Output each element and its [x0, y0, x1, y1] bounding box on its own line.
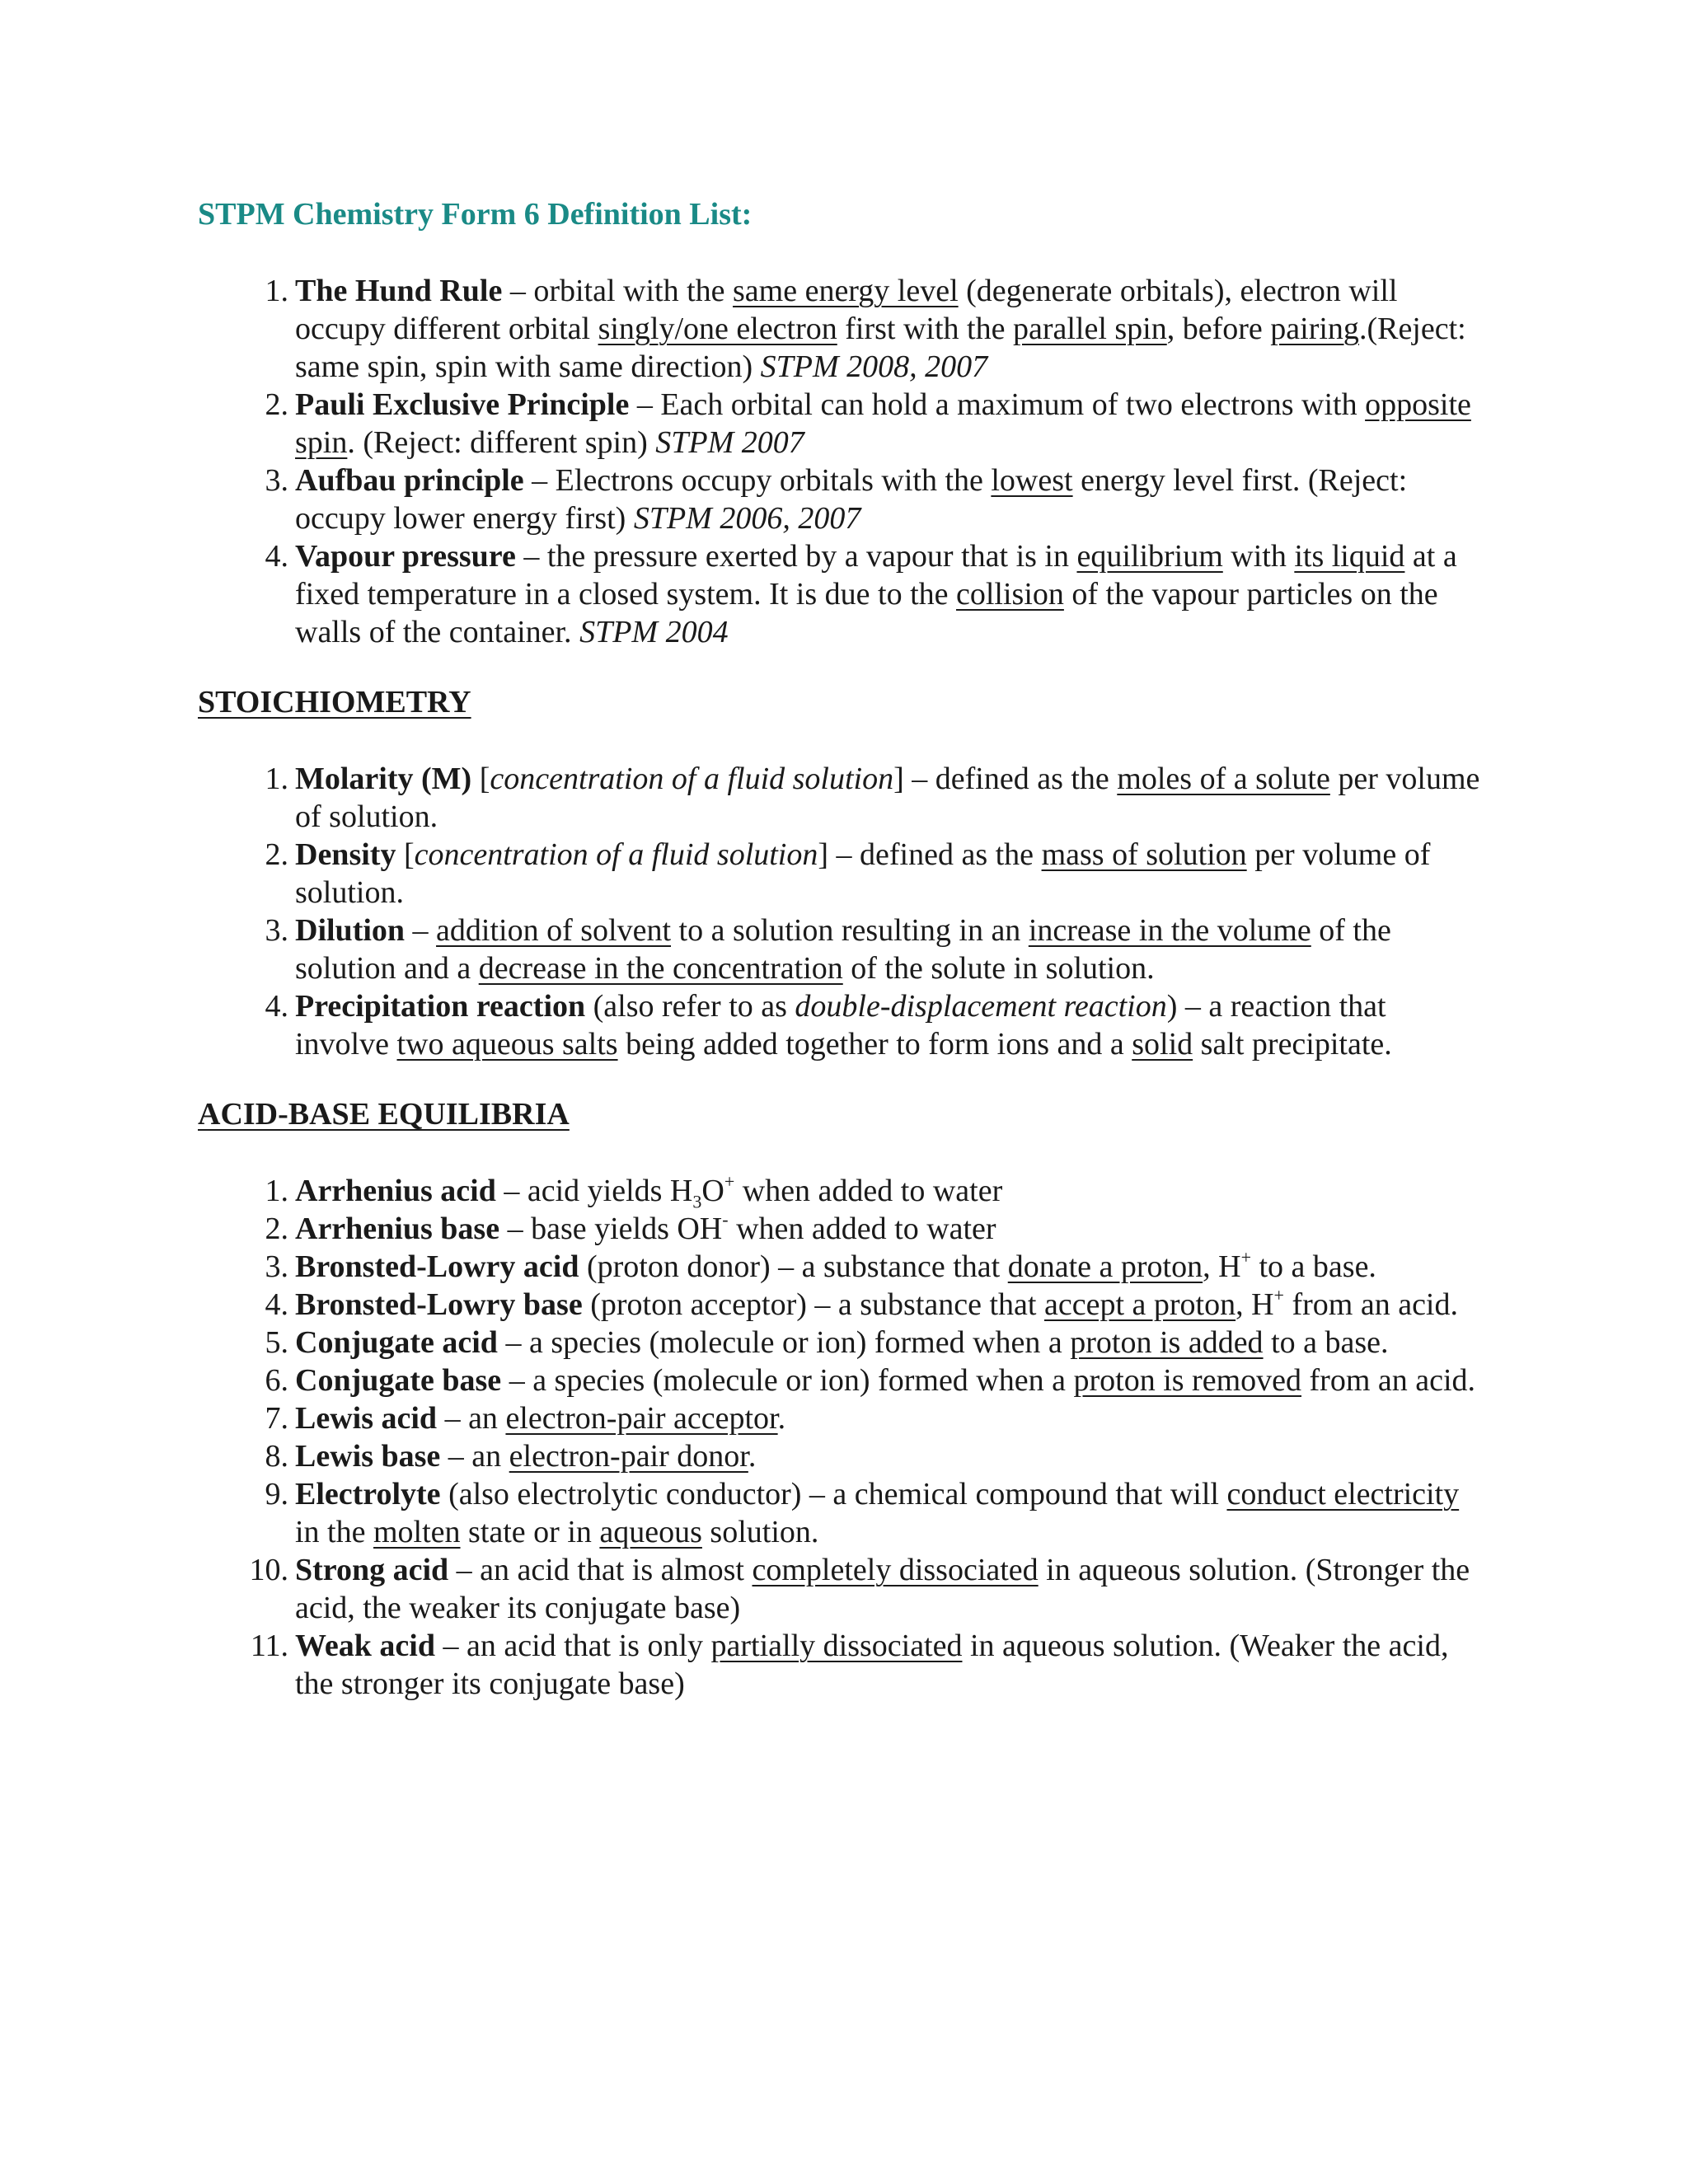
list-item: 5. Conjugate acid – a species (molecule or ion) formed when a proton is added to a base. — [198, 1324, 1484, 1361]
list-item: 2. Arrhenius base – base yields OH- when added to water — [198, 1210, 1484, 1248]
list-item: 11. Weak acid – an acid that is only partially dissociated in aqueous solution. (Weaker the acid, the stronger its conjugate base) — [198, 1627, 1484, 1703]
term: Arrhenius base — [295, 1212, 500, 1246]
term: Lewis base — [295, 1439, 441, 1474]
list-item: 3. Aufbau principle – Electrons occupy orbitals with the lowest energy level first. (Reject: occupy lower energy first) STPM 2006, 2007 — [198, 462, 1484, 537]
list-item: 7. Lewis acid – an electron-pair acceptor. — [198, 1399, 1484, 1437]
list-item: 8. Lewis base – an electron-pair donor. — [198, 1437, 1484, 1475]
term: Bronsted-Lowry acid — [295, 1249, 579, 1284]
item-number: 3. — [265, 463, 288, 498]
item-number: 1. — [265, 762, 288, 796]
term: Density — [295, 837, 396, 872]
list-item: 3. Dilution – addition of solvent to a solution resulting in an increase in the volume of the solution and a decrease in the concentration of the solute in solution. — [198, 912, 1484, 987]
item-number: 6. — [265, 1363, 288, 1398]
list-item: 6. Conjugate base – a species (molecule or ion) formed when a proton is removed from an acid. — [198, 1361, 1484, 1399]
term: Conjugate acid — [295, 1325, 498, 1360]
item-number: 11. — [250, 1629, 288, 1663]
list-item: 4. Precipitation reaction (also refer to as double-displacement reaction) – a reaction that involve two aqueous salts being added together to form ions and a solid salt precipitate. — [198, 987, 1484, 1063]
term: The Hund Rule — [295, 274, 503, 308]
item-number: 2. — [265, 387, 288, 422]
item-number: 2. — [265, 837, 288, 872]
item-number: 4. — [265, 539, 288, 574]
stoichiometry-definition-list — [198, 760, 1484, 1063]
list-item: 1. Arrhenius acid – acid yields $H_3O^+$ when added to water — [198, 1172, 1484, 1210]
item-number: 1. — [265, 1174, 288, 1208]
term: Lewis acid — [295, 1401, 438, 1436]
term: Precipitation reaction — [295, 989, 586, 1024]
term: Pauli Exclusive Principle — [295, 387, 630, 422]
list-item: 2. Density [concentration of a fluid solution] – defined as the mass of solution per volume of solution. — [198, 836, 1484, 912]
term: Aufbau principle — [295, 463, 524, 498]
term: Weak acid — [295, 1629, 435, 1663]
item-number: 10. — [249, 1553, 288, 1587]
list-item: 4. Bronsted-Lowry base (proton acceptor) – a substance that accept a proton, H+ from an acid. — [198, 1286, 1484, 1324]
list-item: 9. Electrolyte (also electrolytic conductor) – a chemical compound that will conduct electricity in the molten state or in aqueous solution. — [198, 1475, 1484, 1551]
exam-reference: STPM 2008, 2007 — [760, 349, 988, 384]
list-item: 1. Molarity (M) [concentration of a fluid solution] – defined as the moles of a solute per volume of solution. — [198, 760, 1484, 836]
item-number: 1. — [265, 274, 288, 308]
intro-definition-list — [198, 272, 1484, 651]
section-heading-stoichiometry: STOICHIOMETRY — [198, 685, 471, 719]
term: Bronsted-Lowry base — [295, 1287, 583, 1322]
term: Vapour pressure — [295, 539, 516, 574]
item-number: 9. — [265, 1477, 288, 1511]
term: Strong acid — [295, 1553, 449, 1587]
exam-reference: STPM 2004 — [579, 615, 729, 649]
list-item: 1. The Hund Rule – orbital with the same energy level (degenerate orbitals), electron will occupy different orbital singly/one electron first with the parallel spin, before pairing.(Reject: same spin, spin with same direction) STPM 2008, 2007 — [198, 272, 1484, 386]
exam-reference: STPM 2007 — [655, 425, 804, 460]
term: Dilution — [295, 913, 406, 948]
exam-reference: STPM 2006, 2007 — [633, 501, 861, 536]
acid-base-definition-list — [198, 1172, 1484, 1703]
document-title: STPM Chemistry Form 6 Definition List: — [198, 197, 753, 232]
list-item: 2. Pauli Exclusive Principle – Each orbital can hold a maximum of two electrons with opposite spin. (Reject: different spin) STPM 2007 — [198, 386, 1484, 462]
list-item: 10. Strong acid – an acid that is almost completely dissociated in aqueous solution. (Stronger the acid, the weaker its conjugate base) — [198, 1551, 1484, 1627]
item-number: 4. — [265, 989, 288, 1024]
item-number: 7. — [265, 1401, 288, 1436]
list-item: 4. Vapour pressure – the pressure exerted by a vapour that is in equilibrium with its liquid at a fixed temperature in a closed system. It is due to the collision of the vapour particles on the walls of the container. STPM 2004 — [198, 537, 1484, 651]
term: Conjugate base — [295, 1363, 502, 1398]
list-item: 3. Bronsted-Lowry acid (proton donor) – a substance that donate a proton, H+ to a base. — [198, 1248, 1484, 1286]
item-number: 3. — [265, 913, 288, 948]
item-number: 8. — [265, 1439, 288, 1474]
item-number: 4. — [265, 1287, 288, 1322]
item-number: 2. — [265, 1212, 288, 1246]
item-number: 5. — [265, 1325, 288, 1360]
term: Molarity (M) — [295, 762, 472, 796]
item-number: 3. — [265, 1249, 288, 1284]
term: Electrolyte — [295, 1477, 441, 1511]
term: Arrhenius acid — [295, 1174, 496, 1208]
section-heading-acid-base: ACID-BASE EQUILIBRIA — [198, 1097, 570, 1132]
